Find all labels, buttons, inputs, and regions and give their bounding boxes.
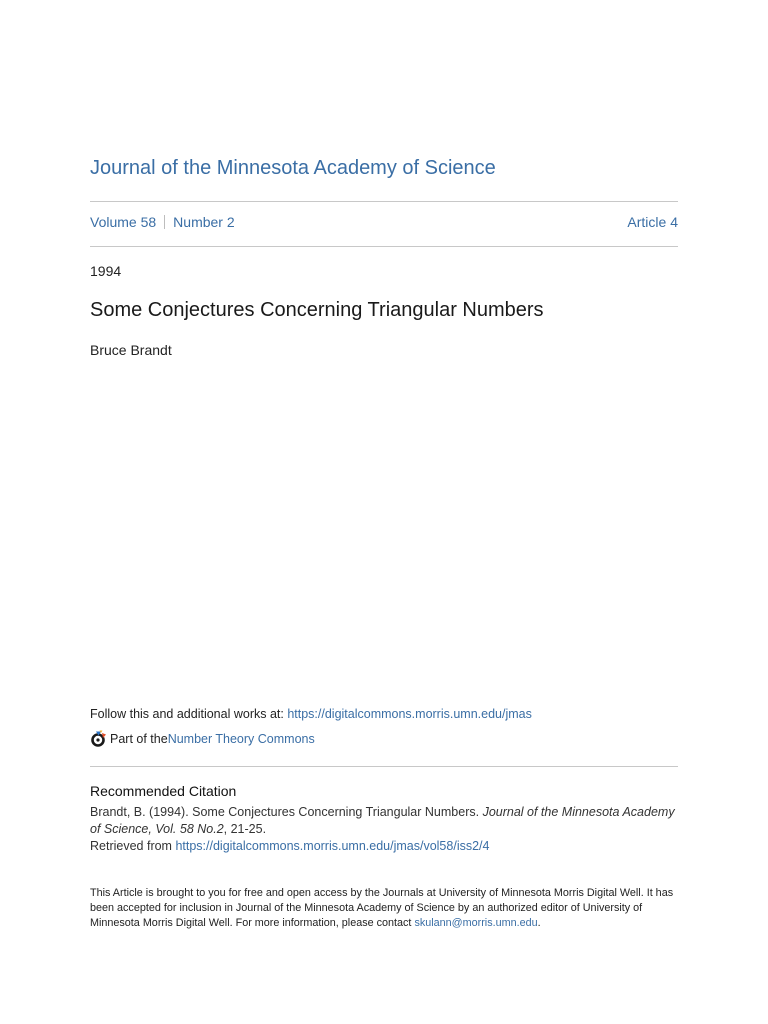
part-of-text: Part of the — [110, 731, 168, 746]
retrieved-text: Retrieved from — [90, 839, 176, 853]
author-name: Bruce Brandt — [90, 342, 172, 358]
volume-link[interactable]: Volume 58 — [90, 214, 157, 230]
article-link[interactable]: Article 4 — [627, 214, 678, 230]
citation-prefix: Brandt, B. (1994). Some Conjectures Concerning Triangular Numbers. — [90, 805, 483, 819]
number-theory-commons-link[interactable]: Number Theory Commons — [167, 731, 315, 746]
header-divider-top — [90, 201, 678, 202]
meta-separator — [164, 215, 165, 229]
part-of-line — [90, 730, 315, 747]
follow-line — [90, 707, 532, 721]
recommended-citation-heading: Recommended Citation — [90, 783, 237, 799]
commons-network-icon — [90, 730, 107, 747]
journal-title-link[interactable]: Journal of the Minnesota Academy of Science — [90, 157, 496, 179]
retrieved-url-link[interactable]: https://digitalcommons.morris.umn.edu/jmas/vol58/iss2/4 — [175, 839, 490, 853]
citation-journal: Journal of the Minnesota Academy of Science, Vol. 58 No.2 — [90, 805, 675, 836]
access-notice-end: . — [537, 917, 541, 929]
citation-pages: , 21-25. — [223, 822, 267, 836]
access-notice-text: This Article is brought to you for free and open access by the Journals at University of Minnesota Morris Digital Well. It has been accepted for inclusion in Journal of the Minnesota Academy of Science by an authorized editor of University of Minnesota Morris Digital Well. For more information, please contact — [90, 887, 674, 929]
follow-text: Follow this and additional works at: — [90, 707, 288, 721]
access-notice — [90, 886, 680, 931]
citation-divider — [90, 766, 678, 767]
header-divider-bottom — [90, 246, 678, 247]
contact-email-link[interactable]: skulann@morris.umn.edu — [414, 917, 538, 929]
number-link[interactable]: Number 2 — [173, 214, 235, 230]
citation-block — [90, 804, 680, 855]
publication-year: 1994 — [90, 263, 122, 279]
article-title: Some Conjectures Concerning Triangular Numbers — [90, 299, 544, 321]
issue-meta-row — [90, 214, 678, 230]
follow-url-link[interactable]: https://digitalcommons.morris.umn.edu/jmas — [287, 707, 532, 721]
